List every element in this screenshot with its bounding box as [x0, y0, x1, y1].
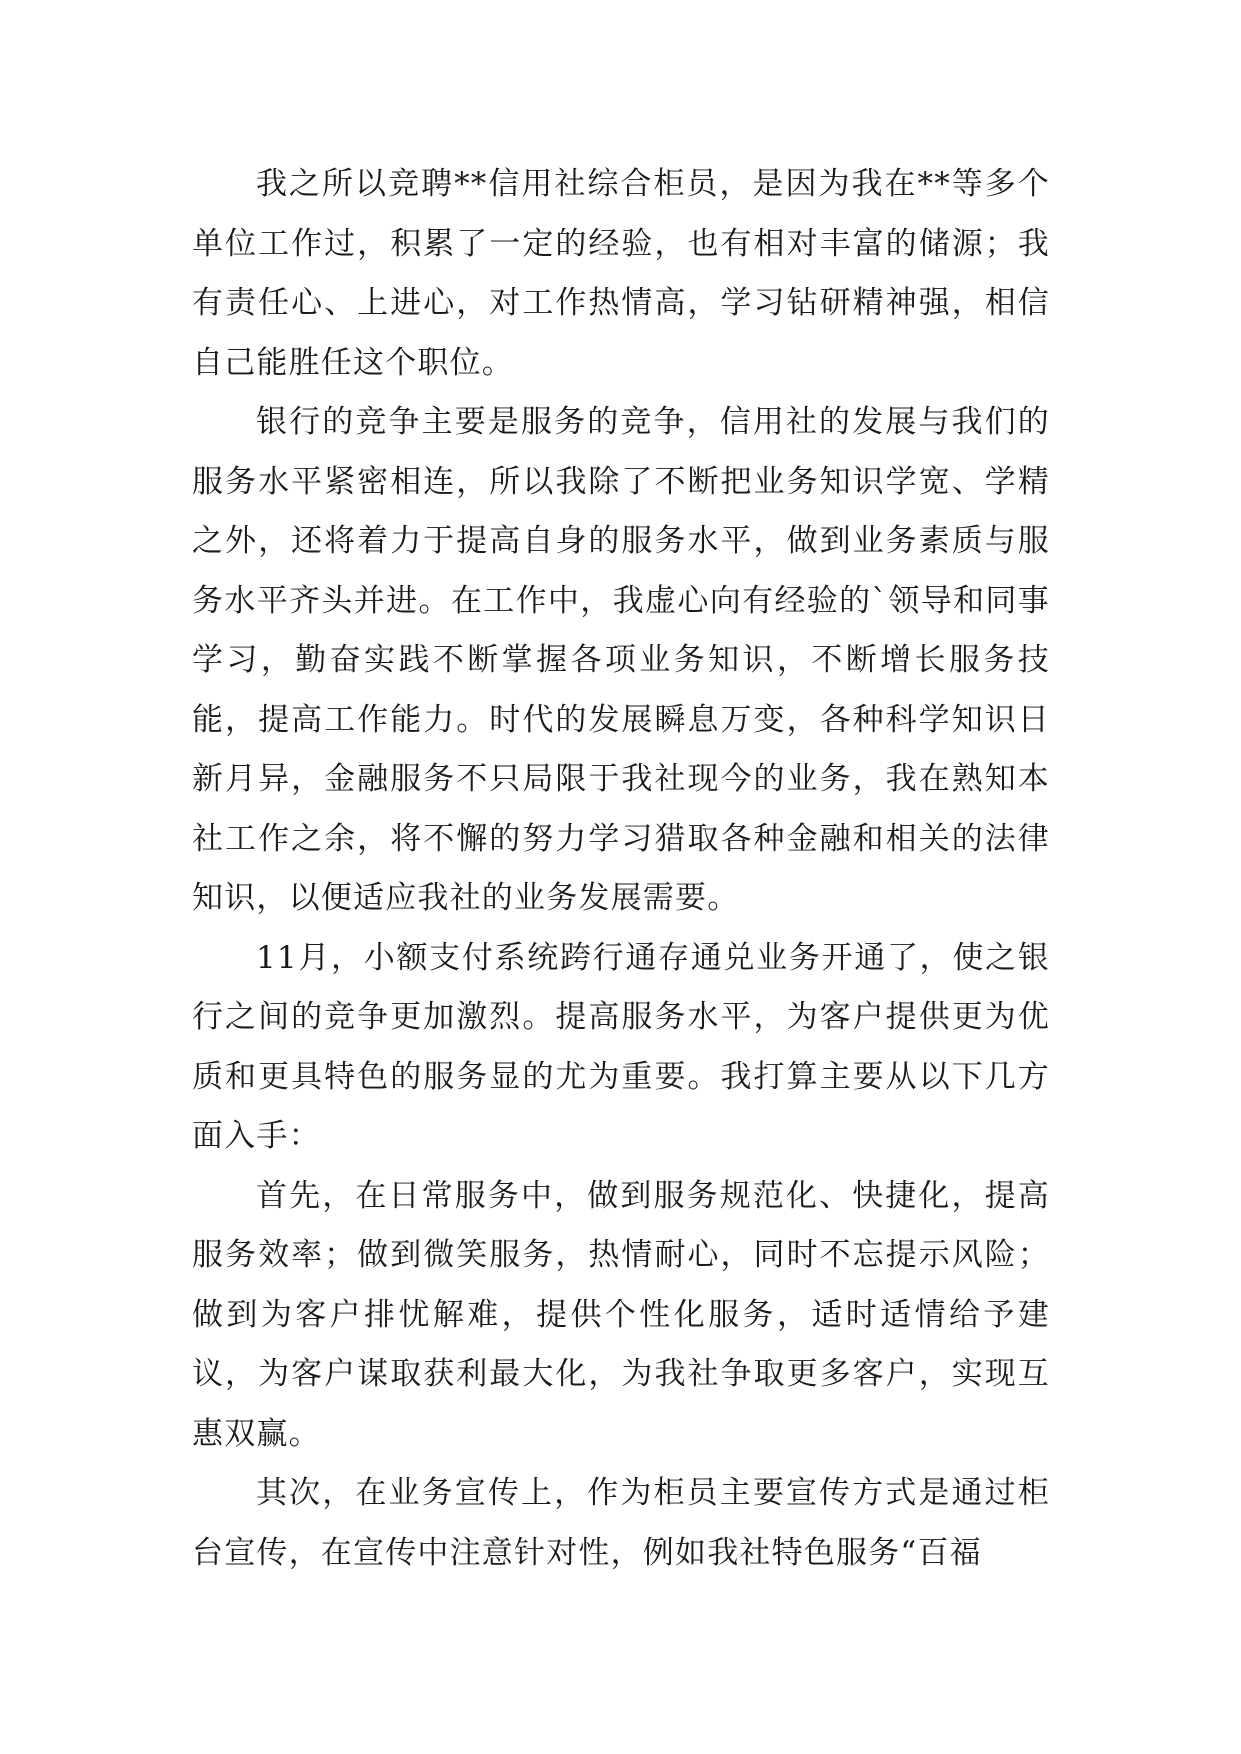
paragraph-5: 其次，在业务宣传上，作为柜员主要宣传方式是通过柜台宣传，在宣传中注意针对性，例如我社特色服务“百福 [192, 1475, 1050, 1571]
paragraph-3: 11月，小额支付系统跨行通存通兑业务开通了，使之银行之间的竞争更加激烈。提高服务水平，为客户提供更为优质和更具特色的服务显的尤为重要。我打算主要从以下几方面入手： [192, 939, 1050, 1154]
paragraph-4: 首先，在日常服务中，做到服务规范化、快捷化，提高服务效率；做到微笑服务，热情耐心，同时不忘提示风险；做到为客户排忧解难，提供个性化服务，适时适情给予建议，为客户谋取获利最大化，为我社争取更多客户，实现互惠双赢。 [192, 1177, 1050, 1452]
paragraph-2: 银行的竞争主要是服务的竞争，信用社的发展与我们的服务水平紧密相连，所以我除了不断把业务知识学宽、学精之外，还将着力于提高自身的服务水平，做到业务素质与服务水平齐头并进。在工作中，我虚心向有经验的`领导和同事学习，勤奋实践不断掌握各项业务知识，不断增长服务技能，提高工作能力。时代的发展瞬息万变，各种科学知识日新月异，金融服务不只局限于我社现今的业务，我在熟知本社工作之余，将不懈的努力学习猎取各种金融和相关的法律知识，以便适应我社的业务发展需要。 [192, 404, 1050, 916]
paragraph-1: 我之所以竞聘**信用社综合柜员，是因为我在**等多个单位工作过，积累了一定的经验，也有相对丰富的储源；我有责任心、上进心，对工作热情高，学习钻研精神强，相信自己能胜任这个职位。 [192, 166, 1050, 381]
document-body [192, 155, 1050, 1583]
